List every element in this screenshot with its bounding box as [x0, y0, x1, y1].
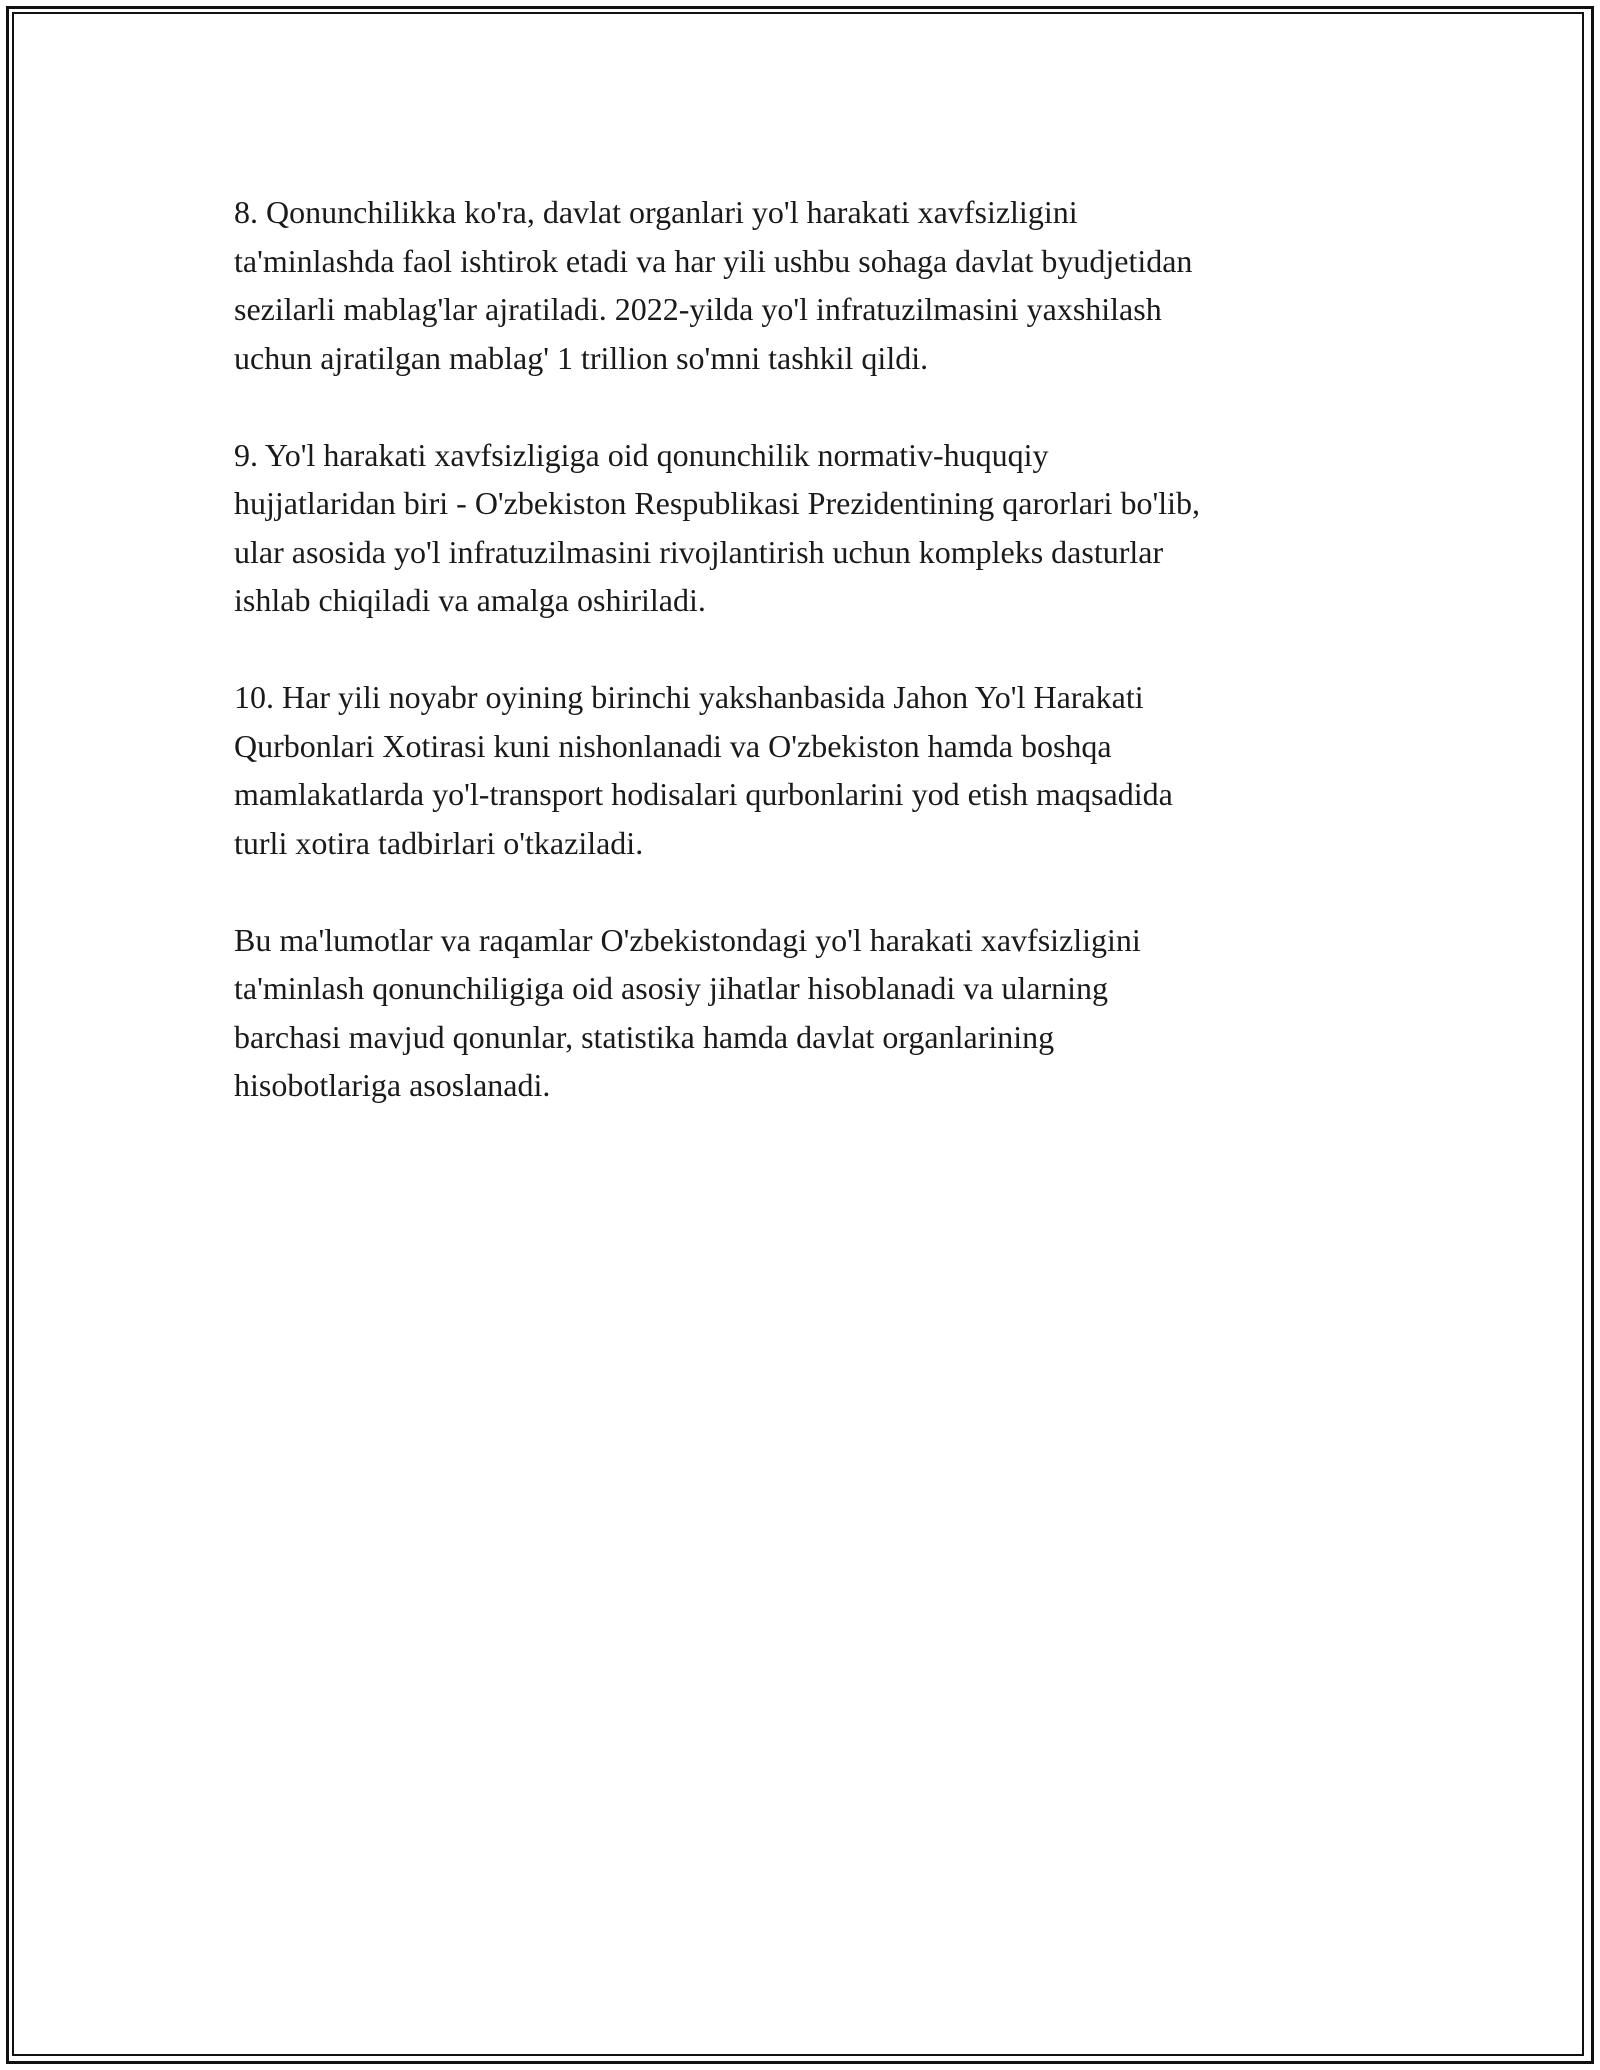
paragraph-item-10: 10. Har yili noyabr oyining birinchi yakshanbasida Jahon Yo'l Harakati Qurbonlari Xotirasi kuni nishonlanadi va O'zbekiston hamda boshqa mamlakatlarda yo'l-transport hodisalari qurbonlarini yod etish maqsadida turli xotira tadbirlari o'tkaziladi.: [234, 679, 1173, 861]
document-body: [234, 188, 1374, 1158]
paragraph-item-8: 8. Qonunchilikka ko'ra, davlat organlari yo'l harakati xavfsizligini ta'minlashda faol ishtirok etadi va har yili ushbu sohaga davlat byudjetidan sezilarli mablag'lar ajratiladi. 2022-yilda yo'l infratuzilmasini yaxshilash uchun ajratilgan mablag' 1 trillion so'mni tashkil qildi.: [234, 194, 1193, 376]
paragraph-item-9: 9. Yo'l harakati xavfsizligiga oid qonunchilik normativ-huquqiy hujjatlaridan biri - O'zbekiston Respublikasi Prezidentining qarorlari bo'lib, ular asosida yo'l infratuzilmasini rivojlantirish uchun kompleks dasturlar ishlab chiqiladi va amalga oshiriladi.: [234, 436, 1200, 618]
paragraph-conclusion: Bu ma'lumotlar va raqamlar O'zbekistondagi yo'l harakati xavfsizligini ta'minlash qonunchiligiga oid asosiy jihatlar hisoblanadi va ularning barchasi mavjud qonunlar, statistika hamda davlat organlarining hisobotlariga asoslanadi.: [234, 921, 1141, 1103]
